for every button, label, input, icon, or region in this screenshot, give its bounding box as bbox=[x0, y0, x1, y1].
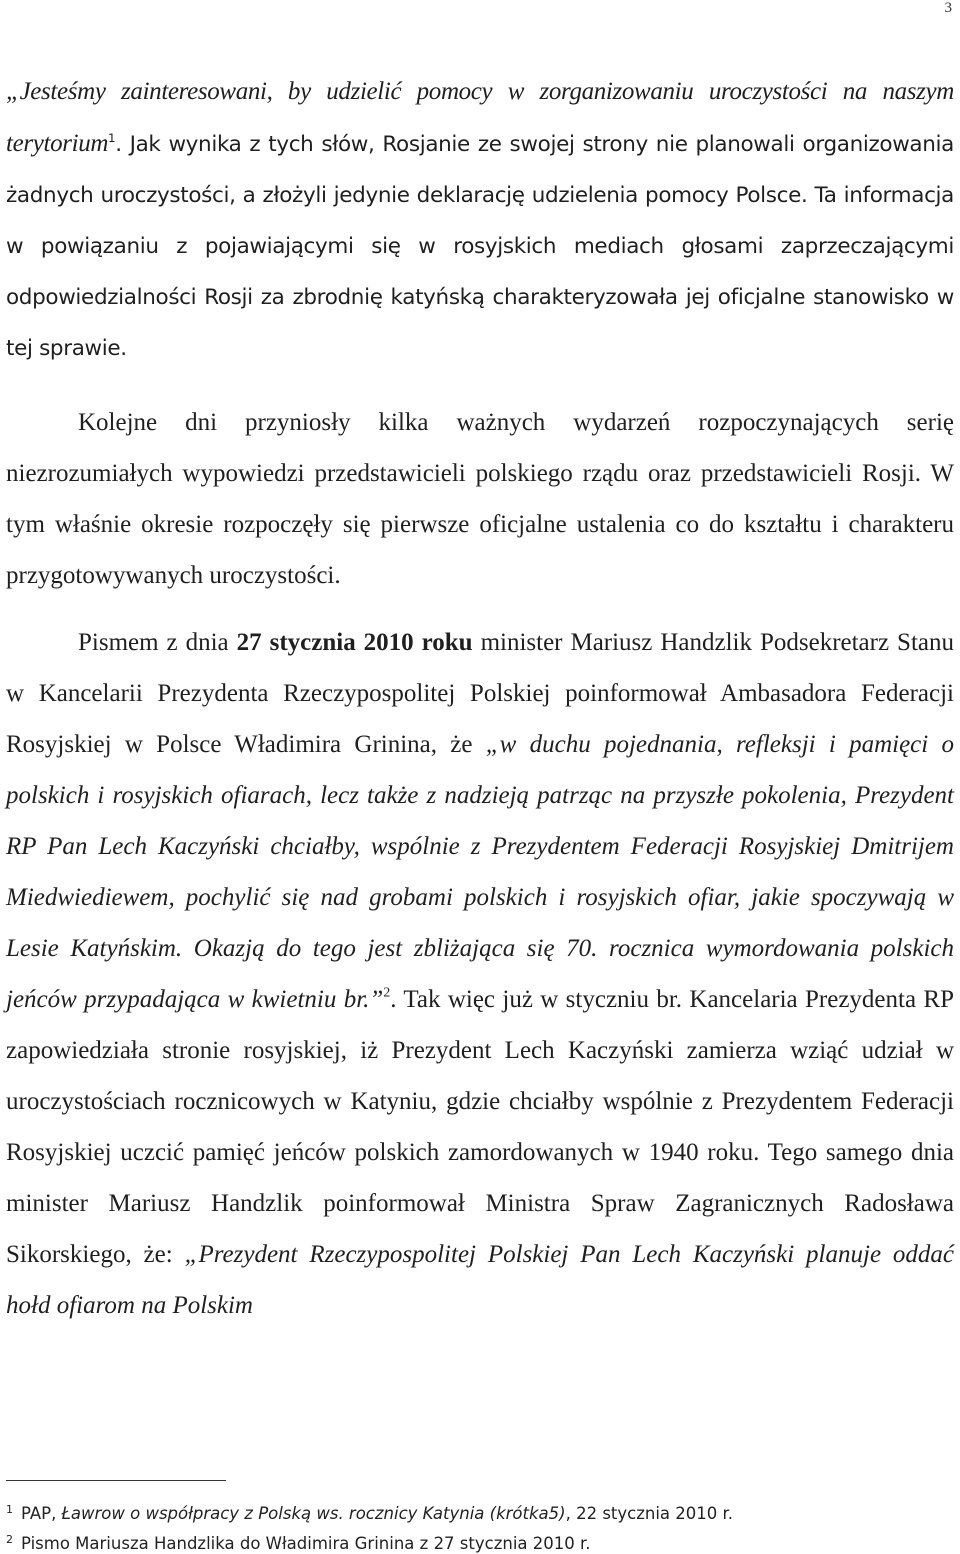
paragraph-1-text: . Jak wynika z tych słów, Rosjanie ze swojej strony nie planowali organizowania żadnych uroczystości, a złożyli jedynie deklarację udzielenia pomocy Polsce. Ta informacja w powiązaniu z pojawiającymi się w rosyjskich mediach głosami zaprzeczającymi odpowiedzialności Rosji za zbrodnię katyńską charakteryzowała jej oficjalne stanowisko w tej sprawie. bbox=[6, 132, 954, 361]
opening-quote-mark: „ bbox=[6, 78, 20, 105]
paragraph-1 bbox=[6, 66, 954, 374]
footnote-1 bbox=[6, 1500, 954, 1524]
paragraph-3-lead: Pismem z dnia bbox=[78, 629, 237, 656]
footnote-mark-2: 2 bbox=[6, 1533, 13, 1546]
paragraph-3 bbox=[6, 617, 954, 1331]
footnote-2 bbox=[6, 1530, 954, 1554]
page-number: 3 bbox=[944, 0, 952, 16]
paragraph-2-text: Kolejne dni przyniosły kilka ważnych wydarzeń rozpoczynających serię niezrozumiałych wypowiedzi przedstawicieli polskiego rządu oraz przedstawicieli Rosji. W tym właśnie okresie rozpoczęły się pierwsze oficjalne ustalenia co do kształtu i charakteru przygotowywanych uroczystości. bbox=[6, 409, 954, 589]
footnote-1-source: PAP, bbox=[21, 1504, 62, 1523]
footnote-ref-1[interactable]: 1 bbox=[108, 131, 116, 146]
paragraph-3-text: minister Mariusz Handzlik Podsekretarz Stanu w Kancelarii Prezydenta Rzeczypospolitej Polskiej poinformował Ambasadora Federacji Rosyjskiej w Polsce Władimira Grinina, że bbox=[6, 629, 954, 758]
paragraph-2 bbox=[6, 397, 954, 601]
footnote-separator bbox=[6, 1480, 226, 1481]
letter-quote-1: „w duchu pojednania, refleksji i pamięci o polskich i rosyjskich ofiarach, lecz także z nadzieją patrząc na przyszłe pokolenia, Prezydent RP Pan Lech Kaczyński chciałby, wspólnie z Prezydentem Federacji Rosyjskiej Dmitrijem Miedwiediewem, pochylić się nad grobami polskich i rosyjskich ofiar, jakie spoczywają w Lesie Katyńskim. Okazją do tego jest zbliżająca się 70. rocznica wymordowania polskich jeńców przypadająca w kwietniu br.” bbox=[6, 731, 954, 1013]
footnote-mark-1: 1 bbox=[6, 1503, 13, 1516]
footnote-1-date: , 22 stycznia 2010 r. bbox=[565, 1504, 734, 1523]
letter-date: 27 stycznia 2010 roku bbox=[236, 629, 473, 656]
quoted-text: Jesteśmy zainteresowani, by udzielić pomocy w zorganizowaniu uroczystości na naszym terytorium bbox=[6, 78, 954, 157]
footnote-ref-2[interactable]: 2 bbox=[383, 984, 391, 1000]
paragraph-3-continuation: . Tak więc już w styczniu br. Kancelaria Prezydenta RP zapowiedziała stronie rosyjskiej, iż Prezydent Lech Kaczyński zamierza wziąć udział w uroczystościach rocznicowych w Katyniu, gdzie chciałby wspólnie z Prezydentem Federacji Rosyjskiej uczcić pamięć jeńców polskich zamordowanych w 1940 roku. Tego samego dnia minister Mariusz Handzlik poinformował Ministra Spraw Zagranicznych Radosława Sikorskiego, że: bbox=[6, 986, 955, 1268]
footnote-1-title: Ławrow o współpracy z Polską ws. rocznicy Katynia (krótka5) bbox=[61, 1504, 566, 1523]
footnote-2-text: Pismo Mariusza Handzlika do Władimira Grinina z 27 stycznia 2010 r. bbox=[21, 1534, 591, 1553]
letter-quote-2: „Prezydent Rzeczypospolitej Polskiej Pan Lech Kaczyński planuje oddać hołd ofiarom na Polskim bbox=[6, 1241, 954, 1319]
